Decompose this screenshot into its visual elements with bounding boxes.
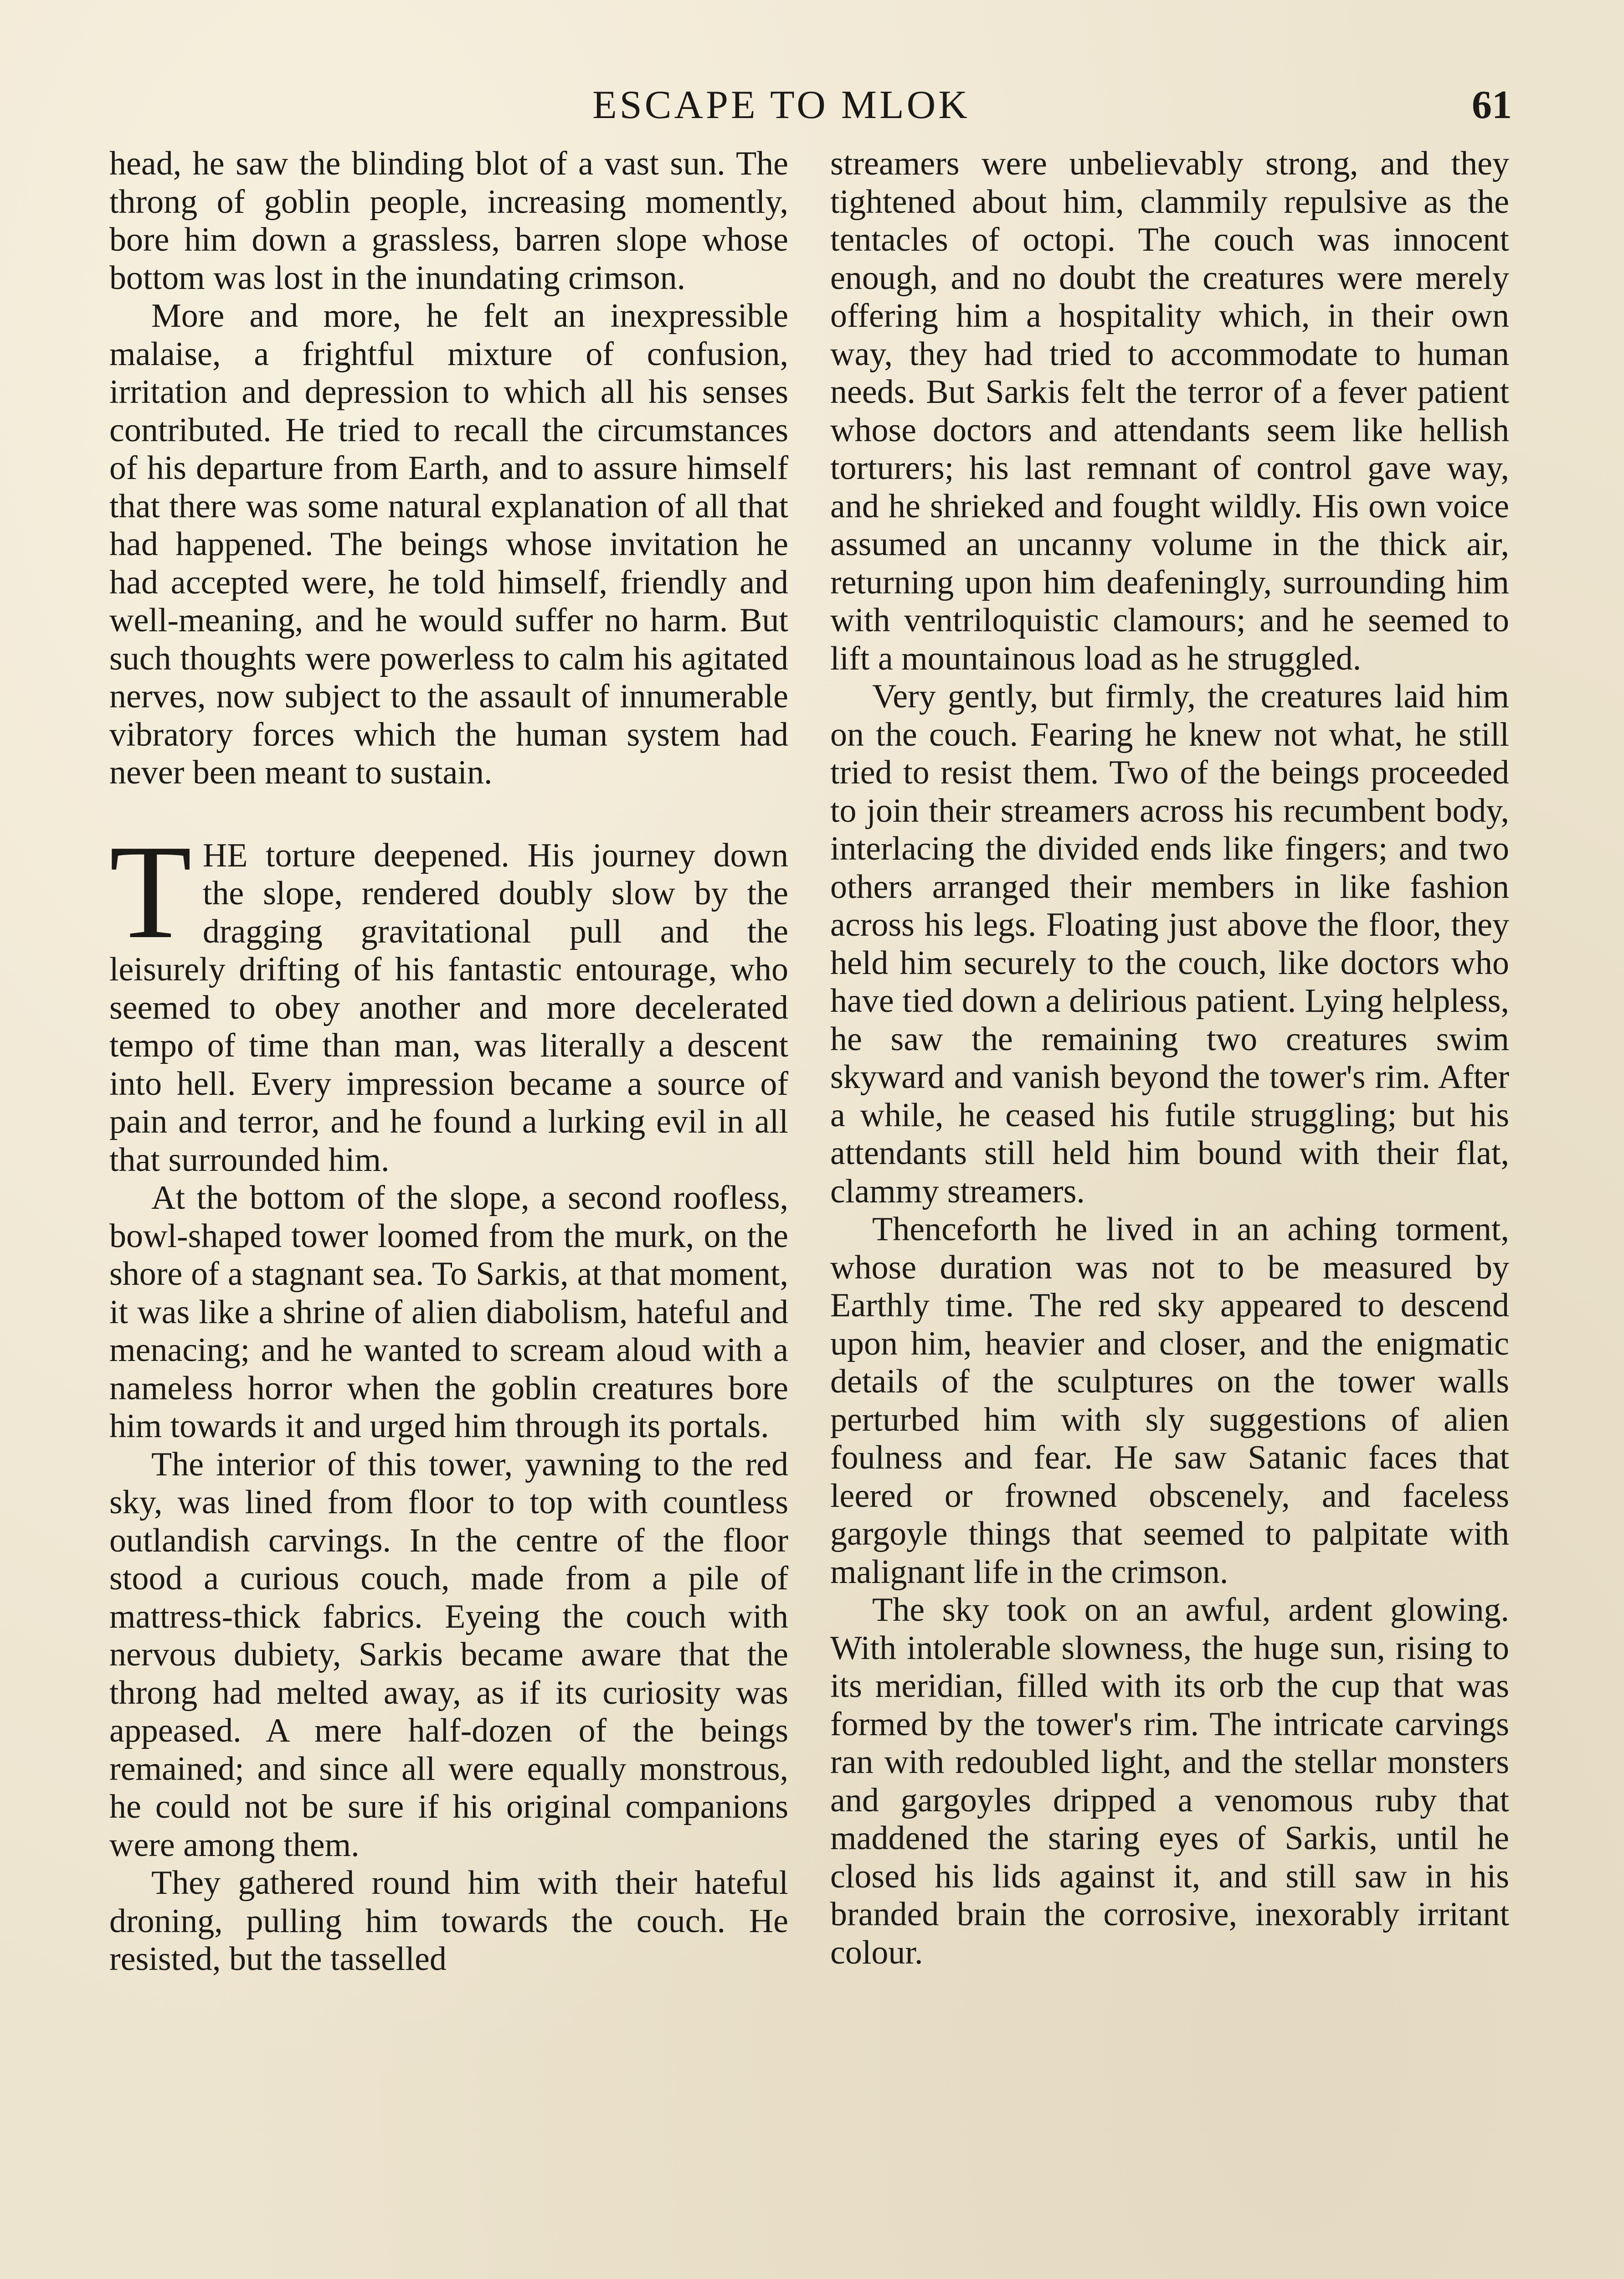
paragraph: The sky took on an awful, ardent glowing. With intolerable slowness, the huge sun, rising to its meridian, filled with its orb the cup that was formed by the tower's rim. The intricate carvings ran with redoubled light, and the stellar monsters and gargoyles dripped a venomous ruby that maddened the staring eyes of Sarkis, until he closed his lids against it, and still saw in his branded brain the corrosive, inexorably irritant colour.	[830, 1591, 1509, 1971]
page-number: 61	[1472, 83, 1512, 127]
section-break	[109, 792, 788, 837]
paragraph-text: HE torture deepened. His journey down the slope, rendered doubly slow by the dragging gravitational pull and the leisurely drifting of his fantastic entourage, who seemed to obey another and more decelerated tempo of time than man, was literally a descent into hell. Every impression became a source of pain and terror, and he found a lurking evil in all that surrounded him.	[109, 836, 788, 1179]
left-column	[109, 145, 788, 1979]
right-column	[830, 145, 1509, 1972]
running-title: ESCAPE TO MLOK	[592, 83, 970, 127]
drop-cap: T	[109, 817, 192, 967]
paragraph: Very gently, but firmly, the creatures laid him on the couch. Fearing he knew not what, he still tried to resist them. Two of the beings proceeded to join their streamers across his recumbent body, interlacing the divided ends like fingers; and two others arranged their members in like fashion across his legs. Floating just above the floor, they held him securely to the couch, like doctors who have tied down a delirious patient. Lying helpless, he saw the remaining two creatures swim skyward and vanish beyond the tower's rim. After a while, he ceased his futile struggling; but his attendants still held him bound with their flat, clammy streamers.	[830, 678, 1509, 1210]
section-opening-paragraph	[109, 817, 788, 1180]
paragraph: At the bottom of the slope, a second roofless, bowl-shaped tower loomed from the murk, on the shore of a stagnant sea. To Sarkis, at that moment, it was like a shrine of alien diabolism, hateful and menacing; and he wanted to scream aloud with a nameless horror when the goblin creatures bore him towards it and urged him through its portals.	[109, 1179, 788, 1445]
paragraph: The interior of this tower, yawning to the red sky, was lined from floor to top with countless outlandish carvings. In the centre of the floor stood a curious couch, made from a pile of mattress-thick fabrics. Eyeing the couch with nervous dubiety, Sarkis became aware that the throng had melted away, as if its curiosity was appeased. A mere half-dozen of the beings remained; and since all were equally monstrous, he could not be sure if his original companions were among them.	[109, 1445, 788, 1864]
paragraph: They gathered round him with their hateful droning, pulling him towards the couch. He resisted, but the tasselled	[109, 1864, 788, 1978]
paragraph: Thenceforth he lived in an aching torment, whose duration was not to be measured by Earthly time. The red sky appeared to descend upon him, heavier and closer, and the enigmatic details of the sculptures on the tower walls perturbed him with sly suggestions of alien foulness and fear. He saw Satanic faces that leered or frowned obscenely, and faceless gargoyle things that seemed to palpitate with malignant life in the crimson.	[830, 1211, 1509, 1591]
paragraph: head, he saw the blinding blot of a vast sun. The throng of goblin people, increasing momently, bore him down a grassless, barren slope whose bottom was lost in the inundating crimson.	[109, 145, 788, 297]
paragraph: streamers were unbelievably strong, and they tightened about him, clammily repulsive as the tentacles of octopi. The couch was innocent enough, and no doubt the creatures were merely offering him a hospitality which, in their own way, they had tried to accommodate to human needs. But Sarkis felt the terror of a fever patient whose doctors and attendants seem like hellish torturers; his last remnant of control gave way, and he shrieked and fought wildly. His own voice assumed an uncanny volume in the thick air, returning upon him deafeningly, surrounding him with ventriloquistic clamours; and he seemed to lift a mountainous load as he struggled.	[830, 145, 1509, 677]
paragraph: More and more, he felt an inexpressible malaise, a frightful mixture of confusion, irritation and depression to which all his senses contributed. He tried to recall the circumstances of his departure from Earth, and to assure himself that there was some natural explanation of all that had happened. The beings whose invitation he had accepted were, he told himself, friendly and well-meaning, and he would suffer no harm. But such thoughts were powerless to calm his agitated nerves, now subject to the assault of innumerable vibratory forces which the human system had never been meant to sustain.	[109, 297, 788, 791]
